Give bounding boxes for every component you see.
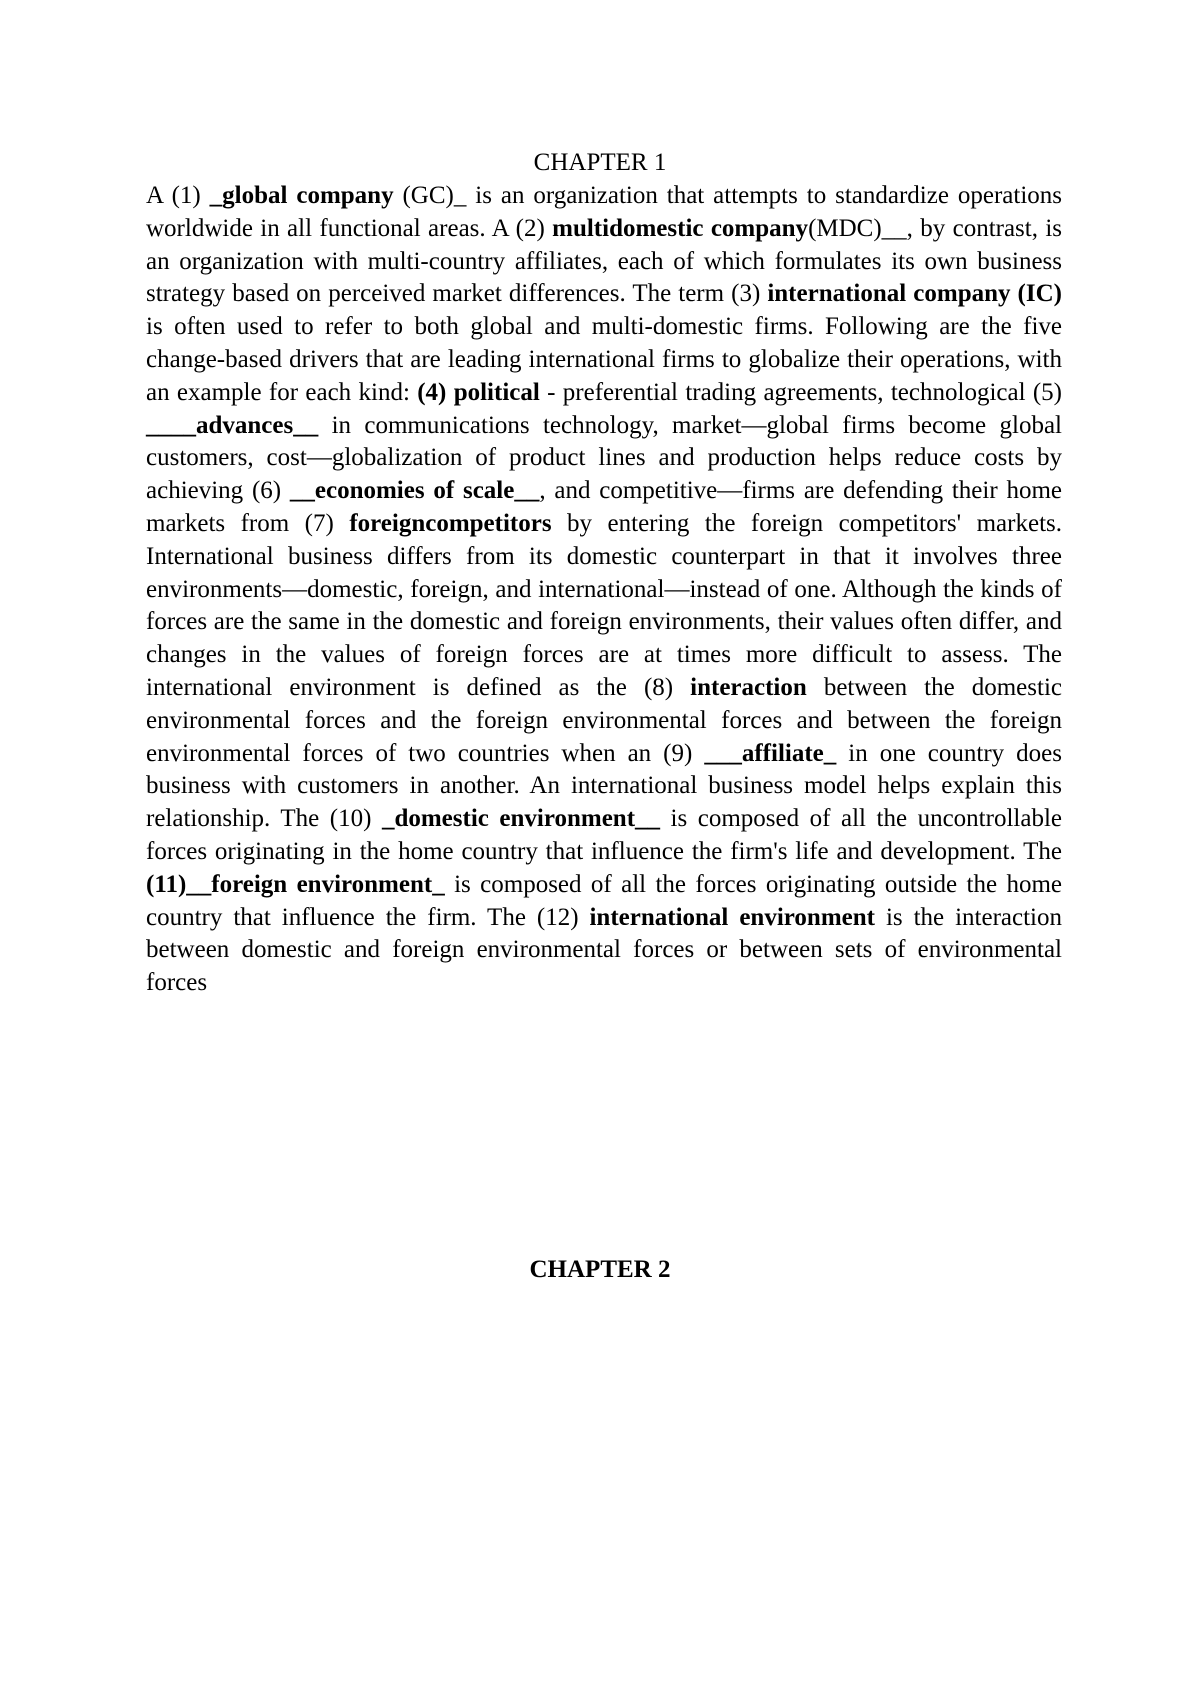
chapter-1-body [146,180,1062,1000]
chapter-2-title: CHAPTER 2 [529,1256,671,1283]
segment: in communications technology, market—global firms become global customers, cost—globalization of product lines and production helps reduce costs by achieving (6) [146,411,1062,505]
bold-term: foreigncompetitors [349,509,552,537]
bold-term: multidomestic company [552,214,809,242]
segment: , and competitive—firms are defending their home markets from (7) [146,477,1062,537]
bold-term: (11)__foreign environment_ [146,870,445,898]
bold-term: _domestic environment__ [381,805,661,833]
bold-term: (4) political [417,378,540,406]
segment: (GC)_ is an organization that attempts to standardize operations worldwide in all functional areas. A (2) [146,182,1062,242]
segment: is often used to refer to both global and multi-domestic firms. Following are the five change-based drivers that are leading international firms to globalize their operations, with an example for each kind: [146,313,1062,406]
chapter-1-title: CHAPTER 1 [533,149,667,176]
bold-term: ___affiliate_ [704,739,837,767]
segment: - preferential trading agreements, technological (5) [539,378,1063,406]
bold-term: __economies of scale__ [289,477,540,505]
bold-term: _global company [209,182,394,209]
bold-term: ____advances__ [146,411,319,439]
segment: is composed of all the forces originating outside the home country that influence the firm. The (12) [146,870,1062,931]
segment: between the domestic environmental forces and the foreign environmental forces and between the foreign environmental forces of two countries when an (9) [146,673,1062,767]
bold-term: interaction [690,673,807,701]
segment: by entering the foreign competitors' markets. International business differs from its domestic counterpart in that it involves three environments—domestic, foreign, and international—instead of one. Although the kinds of forces are the same in the domestic and foreign environments, their values often differ, and changes in the values of foreign forces are at times more difficult to assess. The international environment is defined as the (8) [146,509,1062,701]
segment: A (1) [146,182,210,209]
segment: is composed of all the uncontrollable forces originating in the home country that influence the firm's life and development. The [146,805,1062,865]
segment: is the interaction between domestic and foreign environmental forces or between sets of environmental forces [146,903,1062,997]
segment: (MDC)__, by contrast, is an organization with multi-country affiliates, each of which formulates its own business strategy based on perceived market differences. The term (3) [146,214,1062,308]
bold-term: international company (IC) [767,280,1062,308]
segment: in one country does business with customers in another. An international business model helps explain this relationship. The (10) [146,739,1062,833]
bold-term: international environment [589,903,875,931]
